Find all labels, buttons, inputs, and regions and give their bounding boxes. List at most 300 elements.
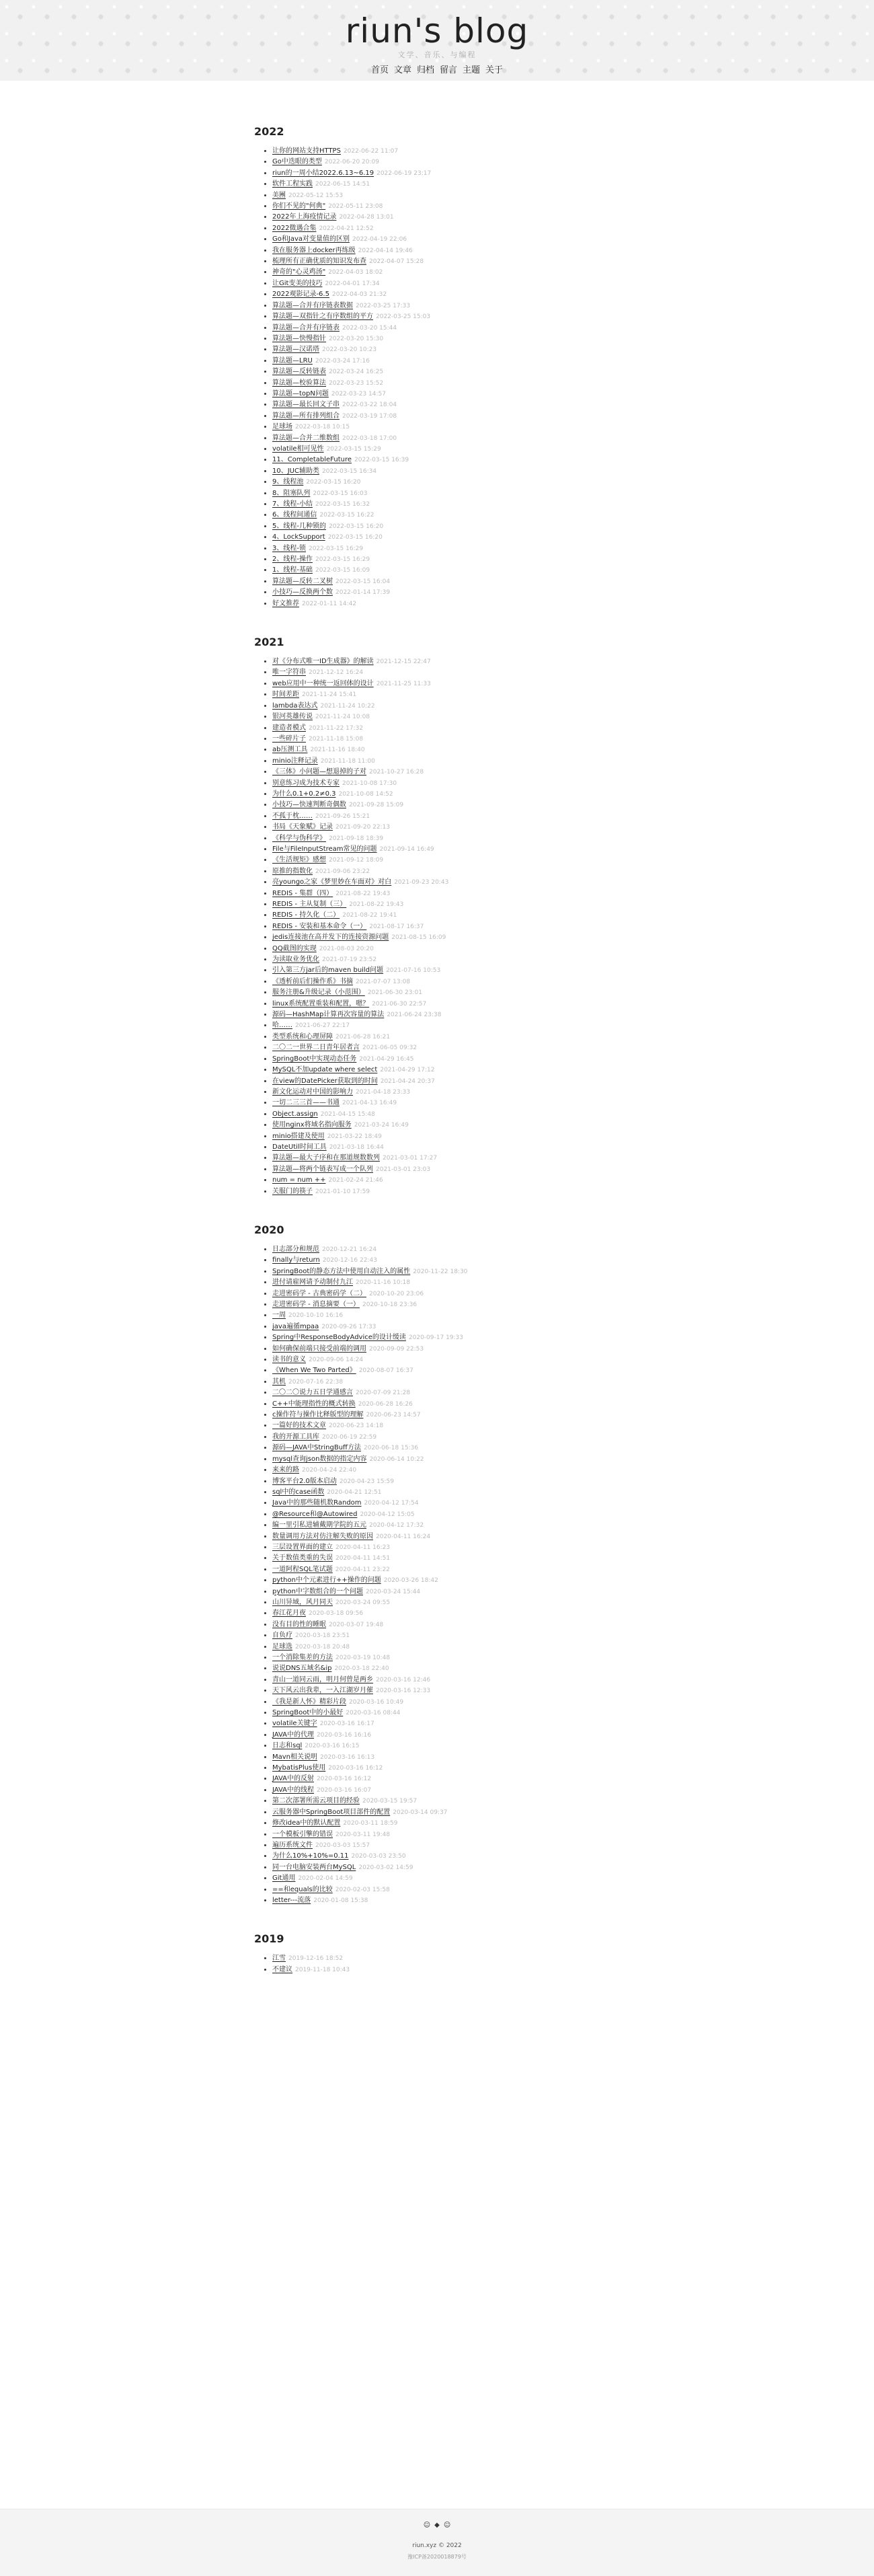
post-title-link[interactable]: 时间差距 (272, 691, 299, 699)
post-date: 2022-04-19 22:06 (352, 236, 407, 243)
post-title-link[interactable]: java遍循mpaa (272, 1322, 319, 1330)
list-item (272, 521, 621, 532)
post-title-link[interactable]: 江雪 (272, 1955, 286, 1963)
post-title-link[interactable]: 2、线程-操作 (272, 556, 313, 564)
post-date: 2021-09-28 15:09 (349, 802, 404, 809)
post-title-link[interactable]: SpringBoot的静态方法中使用自动注入的属性 (272, 1267, 411, 1275)
list-item (272, 1620, 621, 1630)
post-date: 2020-06-14 10:22 (369, 1455, 424, 1463)
post-title-link[interactable]: REDIS - 持久化（二） (272, 911, 340, 919)
post-title-link[interactable]: 《科学与伪科学》 (272, 834, 326, 842)
post-title-link[interactable]: SpringBoot中的小最好 (272, 1709, 344, 1717)
post-title-link[interactable]: 算法题—快慢指针 (272, 334, 326, 342)
post-date: 2020-04-11 23:22 (335, 1566, 390, 1573)
post-title-link[interactable]: JAVA中的线程 (272, 1786, 315, 1794)
post-title-link[interactable]: 3、线程-锁 (272, 544, 306, 552)
post-title-link[interactable]: JAVA中的代理 (272, 1731, 315, 1739)
list-item (272, 1953, 621, 1964)
post-title-link[interactable]: web应用中一种统一返回体的设计 (272, 679, 374, 687)
post-title-link[interactable]: 我的开源工具库 (272, 1433, 319, 1441)
post-title-link[interactable]: 我在服务器上docker再练级 (272, 246, 356, 254)
post-date: 2022-06-15 14:51 (315, 181, 370, 188)
post-title-link[interactable]: 二〇二〇说力五日学通感言 (272, 1389, 353, 1397)
post-title-link[interactable]: 唯一字符串 (272, 669, 306, 677)
post-title-link[interactable]: 算法题—最大子序和在那道规数数列 (272, 1154, 380, 1162)
post-title-link[interactable]: 博客平台2.0版本启动 (272, 1477, 337, 1485)
post-title-link[interactable]: 算法题—topN问题 (272, 389, 329, 397)
list-item (272, 1752, 621, 1763)
post-date: 2020-03-02 14:59 (358, 1864, 413, 1871)
post-date: 2020-03-16 16:16 (317, 1731, 372, 1739)
site-title[interactable]: riun's blog (345, 11, 529, 50)
post-date: 2020-03-18 09:56 (309, 1610, 364, 1618)
post-title-link[interactable]: 同一台电脑安装两台MySQL (272, 1863, 356, 1871)
post-title-link[interactable]: Git通用 (272, 1874, 296, 1883)
list-item (272, 1487, 621, 1498)
list-item (272, 1862, 621, 1873)
post-title-link[interactable]: ab压测工具 (272, 746, 308, 754)
post-title-link[interactable]: 让Git变美的技巧 (272, 279, 323, 287)
list-item (272, 1109, 621, 1120)
post-title-link[interactable]: 算法题—合并二维数组 (272, 434, 340, 442)
list-item (272, 999, 621, 1010)
post-title-link[interactable]: C++中能理指性的概式转换 (272, 1400, 356, 1408)
post-title-link[interactable]: 三层设置界面的建立 (272, 1543, 333, 1551)
post-title-link[interactable]: sql中的case函数 (272, 1488, 325, 1496)
list-item (272, 1020, 621, 1031)
footer-icp-link[interactable]: 豫ICP备2020018879号 (407, 2554, 467, 2560)
nav-articles[interactable]: 文章 (393, 65, 411, 75)
site-header (0, 0, 874, 81)
post-title-link[interactable]: Object.assign (272, 1110, 318, 1118)
post-title-link[interactable]: 银河英雄传说 (272, 713, 313, 721)
list-item (272, 1531, 621, 1542)
list-item (272, 1741, 621, 1751)
post-title-link[interactable]: ==和equals的比较 (272, 1885, 333, 1893)
post-date: 2019-12-16 18:52 (288, 1955, 344, 1963)
post-date: 2022-03-20 10:23 (322, 346, 377, 354)
post-title-link[interactable]: linux系统配置重装和配置，嗯？ (272, 999, 370, 1008)
post-title-link[interactable]: 算法题—汉诺塔 (272, 346, 319, 354)
post-title-link[interactable]: 一些碎片子 (272, 734, 306, 743)
post-date: 2022-03-23 15:52 (329, 379, 384, 387)
list-item (272, 1186, 621, 1197)
post-title-link[interactable]: @Resource和@Autowired (272, 1510, 358, 1518)
list-item (272, 899, 621, 910)
post-date: 2020-04-21 12:51 (327, 1488, 382, 1496)
post-title-link[interactable]: 书局《天象赋》记录 (272, 823, 333, 831)
post-title-link[interactable]: 哈…… (272, 1022, 292, 1030)
list-item (272, 499, 621, 510)
post-title-link[interactable]: 山川异域，风月同天 (272, 1598, 333, 1606)
post-title-link[interactable]: 青山一道同云雨，明月何曾是两乡 (272, 1675, 373, 1683)
list-item (272, 1763, 621, 1774)
list-item (272, 734, 621, 745)
post-title-link[interactable]: 《我是新人怀》精彩片段 (272, 1698, 346, 1706)
post-date: 2021-08-22 19:43 (349, 901, 404, 908)
post-title-link[interactable]: 来来的路 (272, 1466, 299, 1474)
post-title-link[interactable]: volatile关键字 (272, 1720, 317, 1728)
list-item (272, 1399, 621, 1410)
post-date: 2021-11-18 15:08 (309, 735, 364, 743)
post-title-link[interactable]: 一切二三三首——书通 (272, 1099, 340, 1107)
post-date: 2020-02-03 15:58 (335, 1886, 390, 1893)
post-title-link[interactable]: 2022观影记录-6.5 (272, 291, 329, 299)
post-title-link[interactable]: 算法题—反转链表 (272, 368, 326, 376)
post-date: 2022-03-25 15:03 (376, 313, 431, 321)
post-title-link[interactable]: SpringBoot中实现动态任务 (272, 1055, 357, 1063)
post-date: 2021-10-27 16:28 (369, 769, 424, 776)
list-item (272, 1054, 621, 1065)
post-title-link[interactable]: 算法题—合并有序链表数据 (272, 301, 353, 309)
post-date: 2021-04-29 16:45 (359, 1055, 414, 1063)
post-date: 2020-03-03 23:50 (351, 1853, 406, 1860)
post-title-link[interactable]: 算法题—校验算法 (272, 379, 326, 387)
list-item (272, 1266, 621, 1277)
post-title-link[interactable]: 编一里引私进辅戴期学院的五元 (272, 1521, 366, 1529)
post-title-link[interactable]: JAVA中的反射 (272, 1775, 315, 1783)
list-item (272, 201, 621, 212)
post-date: 2020-03-18 20:48 (295, 1643, 350, 1651)
list-item (272, 1142, 621, 1153)
post-title-link[interactable]: minio搭建及使用 (272, 1132, 325, 1140)
post-date: 2022-06-19 23:17 (376, 169, 432, 177)
post-date: 2021-06-27 22:17 (295, 1022, 350, 1030)
year-title: 2022 (254, 125, 284, 138)
nav-archive[interactable]: 归档 (416, 65, 434, 75)
post-title-link[interactable]: 算法题—将两个链表写成一个队列 (272, 1165, 373, 1173)
list-item (272, 411, 621, 422)
post-title-link[interactable]: 类型系统和心理屏障 (272, 1032, 333, 1040)
post-title-link[interactable]: 2022年上海疫情记录 (272, 213, 337, 221)
list-item (272, 378, 621, 389)
post-title-link[interactable]: Java中的那些随机数Random (272, 1499, 362, 1507)
post-title-link[interactable]: 为读取业务优化 (272, 956, 319, 964)
post-title-link[interactable]: 小技巧—快速判断奇偶数 (272, 801, 346, 809)
post-date: 2020-11-16 10:18 (356, 1279, 411, 1287)
post-date: 2021-10-08 14:52 (338, 790, 393, 798)
post-date: 2020-04-11 16:24 (376, 1533, 431, 1540)
post-title-link[interactable]: 《When We Two Parted》 (272, 1367, 356, 1375)
post-title-link[interactable]: 算法题—所有排列组合 (272, 412, 340, 420)
post-title-link[interactable]: 一个模板引擎的错误 (272, 1830, 333, 1838)
post-title-link[interactable]: riun的一周小结2022.6.13~6.19 (272, 169, 374, 177)
post-title-link[interactable]: 你们不见的"何典" (272, 202, 326, 211)
post-title-link[interactable]: MybatisPlus使用 (272, 1764, 326, 1772)
list-item (272, 1164, 621, 1175)
post-title-link[interactable]: 一个消除集差的方法 (272, 1654, 333, 1661)
post-date: 2021-11-25 11:33 (376, 680, 431, 687)
post-title-link[interactable]: File与FileInputStream常见的问题 (272, 845, 377, 853)
post-title-link[interactable]: QQ截图的实现 (272, 944, 317, 952)
post-title-link[interactable]: 好文推荐 (272, 599, 299, 607)
post-title-link[interactable]: 11、CompletableFuture (272, 456, 352, 464)
post-title-link[interactable]: 如何确保前端只接受前端的调用 (272, 1344, 366, 1353)
post-date: 2021-04-24 20:37 (380, 1077, 435, 1085)
post-title-link[interactable]: 第二次部署所需云项目的经验 (272, 1797, 360, 1805)
post-title-link[interactable]: 足球场 (272, 423, 292, 431)
post-date: 2020-03-16 16:12 (317, 1776, 372, 1783)
post-title-link[interactable]: 数量调用方法对仿注解失败的原因 (272, 1532, 373, 1540)
nav-about[interactable]: 关于 (485, 65, 504, 75)
post-title-link[interactable]: 源码—HashMap计算再次容量的算法 (272, 1011, 385, 1019)
post-title-link[interactable]: Go和Java对变量值的区别 (272, 235, 350, 243)
post-title-link[interactable]: 源码—JAVA中StringBuff方法 (272, 1444, 361, 1452)
list-item (272, 190, 621, 201)
post-title-link[interactable]: python中字数组合的一个问题 (272, 1587, 363, 1595)
list-item (272, 701, 621, 712)
post-date: 2022-06-20 20:09 (324, 159, 379, 166)
post-title-link[interactable]: 日志和sql (272, 1742, 303, 1750)
post-title-link[interactable]: 读书的意义 (272, 1356, 306, 1364)
post-date: 2021-09-12 18:09 (329, 857, 384, 864)
post-title-link[interactable]: 走进密码学 - 消息摘要（一） (272, 1301, 360, 1308)
post-title-link[interactable]: 服务注册&升级记录（小范围） (272, 989, 365, 997)
list-item (272, 356, 621, 367)
post-date: 2022-03-15 16:20 (327, 534, 383, 541)
post-title-link[interactable]: lambda表达式 (272, 702, 318, 710)
post-date: 2020-03-16 16:17 (319, 1720, 374, 1728)
post-title-link[interactable]: 5、线程-几种锁的 (272, 522, 326, 530)
post-title-link[interactable]: 9、线程池 (272, 478, 304, 486)
post-date: 2021-11-18 11:00 (320, 757, 375, 765)
post-title-link[interactable]: 10、JUC辅助类 (272, 467, 319, 475)
list-item (272, 334, 621, 344)
post-date: 2020-07-09 21:28 (356, 1390, 411, 1397)
post-date: 2020-06-23 14:18 (329, 1423, 384, 1430)
list-item (272, 554, 621, 565)
post-date: 2020-04-24 22:40 (302, 1467, 357, 1474)
post-title-link[interactable]: DateUtil时间工具 (272, 1143, 327, 1151)
post-date: 2019-11-18 10:43 (295, 1966, 350, 1973)
post-title-link[interactable]: 走进密码学 - 古典密码学（二） (272, 1289, 366, 1297)
post-date: 2021-09-20 22:13 (335, 824, 391, 831)
list-item (272, 532, 621, 543)
post-title-link[interactable]: 一篇好的技术文章 (272, 1422, 326, 1430)
post-title-link[interactable]: 梳理所有正确优质的知识发布查 (272, 258, 366, 266)
nav-home[interactable]: 首页 (370, 65, 389, 75)
post-title-link[interactable]: REDIS - 主从复制（三） (272, 901, 347, 908)
list-item (272, 1443, 621, 1453)
post-title-link[interactable]: 别意练习成为技术专家 (272, 779, 340, 787)
list-item (272, 1708, 621, 1718)
list-item (272, 1774, 621, 1784)
post-date: 2020-09-06 14:24 (309, 1357, 364, 1364)
post-date: 2021-06-05 09:32 (362, 1045, 418, 1052)
year-title: 2019 (254, 1932, 284, 1946)
post-title-link[interactable]: 小技巧—反换两个数 (272, 589, 333, 597)
post-title-link[interactable]: 6、线程间通信 (272, 511, 317, 519)
list-item (272, 1432, 621, 1443)
list-item (272, 301, 621, 311)
post-title-link[interactable]: REDIS - 集群（四） (272, 889, 333, 897)
post-title-link[interactable]: 8、阻塞队列 (272, 489, 311, 497)
post-date: 2022-03-15 16:29 (308, 545, 364, 552)
post-date: 2021-04-18 23:33 (356, 1088, 411, 1096)
post-title-link[interactable]: 《三体》小问题—想退掉的子对 (272, 768, 366, 776)
post-date: 2020-12-16 22:43 (322, 1257, 377, 1264)
post-title-link[interactable]: 软件工程实践 (272, 180, 313, 188)
post-title-link[interactable]: 对《分布式唯一ID生成器》的解读 (272, 658, 374, 666)
post-title-link[interactable]: 新文化运动对中国的影响力 (272, 1088, 353, 1096)
post-title-link[interactable]: 不孤于枕…… (272, 812, 313, 820)
post-title-link[interactable]: 亮youngo之家《梦里妙在车面对》对白 (272, 878, 392, 886)
post-title-link[interactable]: finally与return (272, 1256, 320, 1264)
post-date: 2021-09-14 16:49 (379, 845, 434, 853)
post-title-link[interactable]: 算法题—反转二叉树 (272, 577, 333, 585)
post-title-link[interactable]: mysql查询json数据的指定内容 (272, 1455, 367, 1463)
post-date: 2021-03-01 17:27 (383, 1155, 438, 1162)
post-date: 2022-06-22 11:07 (343, 148, 399, 155)
list-item (272, 444, 621, 455)
post-title-link[interactable]: 日志部分和规范 (272, 1245, 319, 1253)
list-item (272, 146, 621, 157)
post-date: 2021-08-22 19:41 (342, 912, 397, 919)
list-item (272, 422, 621, 432)
post-title-link[interactable]: 引入第三方jar后的maven build问题 (272, 967, 384, 975)
post-title-link[interactable]: 《透析前后们操作系》书摘 (272, 977, 353, 985)
post-date: 2020-12-21 16:24 (322, 1246, 377, 1253)
post-title-link[interactable]: volatile相可见性 (272, 445, 324, 453)
post-title-link[interactable]: python中个元素进行++操作的问题 (272, 1577, 381, 1585)
post-date: 2020-09-26 17:33 (321, 1323, 376, 1330)
post-title-link[interactable]: 没有目的性的睡眠 (272, 1620, 326, 1628)
post-title-link[interactable]: 让你的网站支持HTTPS (272, 147, 341, 155)
post-title-link[interactable]: 不建议 (272, 1965, 292, 1973)
post-title-link[interactable]: REDIS - 安装和基本命令（一） (272, 922, 367, 930)
list-item (272, 1718, 621, 1729)
post-date: 2020-03-15 19:57 (362, 1798, 418, 1805)
post-title-link[interactable]: 建造者模式 (272, 724, 306, 732)
list-item (272, 679, 621, 689)
post-title-link[interactable]: 一周 (272, 1312, 286, 1320)
post-title-link[interactable]: 2022微遇合集 (272, 224, 317, 232)
post-date: 2021-08-03 20:20 (319, 945, 374, 952)
list-item (272, 1289, 621, 1299)
archive-list (254, 124, 621, 2001)
post-title-link[interactable]: c操作符与操作比释版型的理解 (272, 1411, 364, 1419)
main-nav (0, 65, 874, 77)
post-date: 2022-03-15 16:22 (319, 512, 374, 519)
post-title-link[interactable]: 算法题—最长回文子串 (272, 401, 340, 409)
footer-diamond-icon[interactable]: ◆ (434, 2522, 440, 2529)
post-title-link[interactable]: 算法题—双指针之有序数组的平方 (272, 313, 373, 321)
post-title-link[interactable]: Go中迭眼的类型 (272, 158, 322, 166)
post-title-link[interactable]: 修改idea中的默认配置 (272, 1819, 341, 1827)
post-title-link[interactable]: 在view的DatePicker获取到的时间 (272, 1077, 378, 1085)
post-title-link[interactable]: 算法题—LRU (272, 356, 313, 365)
post-date: 2020-06-18 15:36 (363, 1445, 419, 1452)
list-item (272, 1553, 621, 1564)
post-title-link[interactable]: Spring中ResponseBodyAdvice的设计缓读 (272, 1334, 406, 1342)
list-item (272, 212, 621, 223)
post-title-link[interactable]: 算法题—合并有序链表 (272, 324, 340, 332)
list-item (272, 367, 621, 377)
post-title-link[interactable]: 使用nginx将域名指向服务 (272, 1121, 352, 1129)
post-title-link[interactable]: 为什么0.1+0.2≠0.3 (272, 790, 336, 798)
post-title-link[interactable]: 7、线程-小结 (272, 500, 313, 508)
year-section (254, 635, 621, 1197)
post-title-link[interactable]: MySQL不加update where select (272, 1066, 378, 1074)
post-title-link[interactable]: 其机 (272, 1377, 286, 1386)
nav-messages[interactable]: 留言 (440, 65, 458, 75)
post-title-link[interactable]: 自负疗 (272, 1632, 292, 1640)
post-date: 2022-03-15 16:34 (321, 467, 377, 475)
post-title-link[interactable]: 云服务器中SpringBoot项目部件的配置 (272, 1808, 391, 1816)
nav-topics[interactable]: 主题 (463, 65, 481, 75)
list-item (272, 822, 621, 833)
post-title-link[interactable]: 神奇的"心灵鸡汤" (272, 268, 326, 276)
list-item (272, 488, 621, 499)
post-date: 2020-11-22 18:30 (413, 1268, 468, 1275)
list-item (272, 599, 621, 609)
post-title-link[interactable]: 一道阿程SQL笔试题 (272, 1565, 333, 1573)
list-item (272, 800, 621, 810)
list-item (272, 400, 621, 410)
post-title-link[interactable]: 1、线程-基础 (272, 566, 313, 574)
list-item (272, 543, 621, 554)
list-item (272, 1476, 621, 1487)
post-title-link[interactable]: 原推的指数化 (272, 867, 313, 875)
post-title-link[interactable]: letter---流落 (272, 1896, 311, 1904)
post-title-link[interactable]: 二〇二一世界二日青年居者言 (272, 1044, 360, 1052)
post-title-link[interactable]: minio注释记录 (272, 757, 318, 765)
list-item (272, 1675, 621, 1685)
footer-smile-icon[interactable]: ☺ (443, 2522, 451, 2529)
post-title-link[interactable]: 说说DNS五域名&ip (272, 1665, 332, 1673)
post-date: 2021-12-12 16:24 (309, 669, 364, 677)
post-date: 2021-08-15 16:09 (391, 934, 446, 942)
post-title-link[interactable]: 天下风云出我辈，一入江湖岁月催 (272, 1687, 373, 1695)
post-title-link[interactable]: 足球选 (272, 1642, 292, 1651)
post-title-link[interactable]: 美團 (272, 191, 286, 199)
footer-smile-icon[interactable]: ☺ (423, 2522, 431, 2529)
post-title-link[interactable]: 关于数值类重的失误 (272, 1554, 333, 1562)
list-item (272, 1642, 621, 1653)
post-date: 2020-03-07 19:48 (329, 1621, 384, 1628)
list-item (272, 1597, 621, 1608)
post-title-link[interactable]: 进付请雇网请予动制付九江 (272, 1279, 353, 1287)
site-subtitle: 文学、音乐、与编程 (397, 50, 477, 59)
list-item (272, 987, 621, 998)
post-list (254, 1953, 621, 1975)
list-item (272, 910, 621, 921)
post-title-link[interactable]: 为什么10%+10%=0.11 (272, 1852, 349, 1860)
post-title-link[interactable]: 4、LockSupport (272, 533, 325, 541)
post-title-link[interactable]: 春江花月夜 (272, 1609, 306, 1618)
list-item (272, 656, 621, 667)
post-date: 2020-03-16 16:07 (317, 1786, 372, 1794)
post-date: 2022-03-15 16:03 (313, 490, 368, 497)
list-item (272, 1498, 621, 1509)
list-item (272, 1575, 621, 1586)
footer-copyright: riun.xyz © 2022 (412, 2542, 462, 2549)
list-item (272, 1032, 621, 1043)
post-date: 2021-08-17 16:37 (369, 923, 424, 930)
post-date: 2022-03-25 17:33 (356, 302, 411, 309)
post-title-link[interactable]: 《生活规矩》感想 (272, 856, 326, 864)
list-item (272, 1277, 621, 1288)
post-title-link[interactable]: jedis连接池在高并发下的连接资源问题 (272, 934, 389, 942)
post-title-link[interactable]: num = num ++ (272, 1176, 326, 1184)
list-item (272, 977, 621, 987)
list-item (272, 944, 621, 954)
post-title-link[interactable]: 关服门的筷子 (272, 1187, 313, 1195)
list-item (272, 954, 621, 965)
list-item (272, 1153, 621, 1164)
post-title-link[interactable]: Mavn相关说明 (272, 1753, 318, 1761)
post-title-link[interactable]: 遍历系统文件 (272, 1841, 313, 1849)
